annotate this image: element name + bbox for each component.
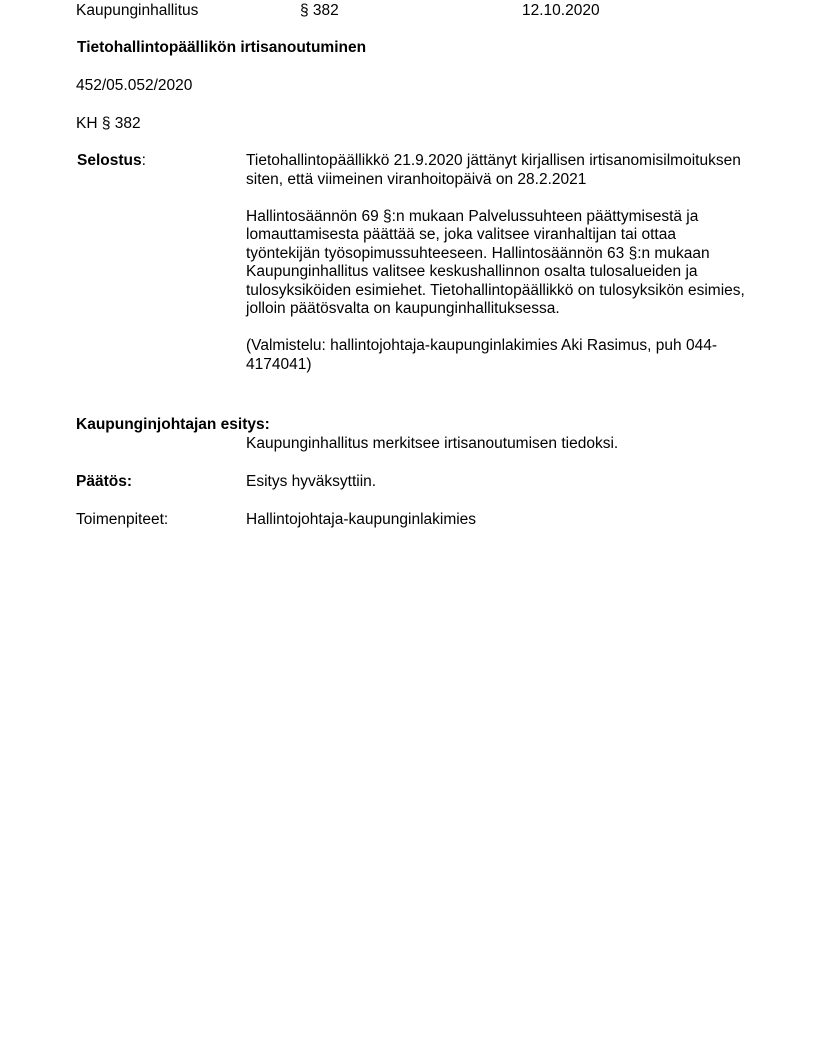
decision-text: Esitys hyväksyttiin. bbox=[246, 473, 377, 490]
selostus-heading bbox=[77, 152, 146, 171]
actions-text: Hallintojohtaja-kaupunginlakimies bbox=[246, 511, 477, 528]
header-date: 12.10.2020 bbox=[522, 2, 600, 19]
selostus-colon: : bbox=[141, 152, 146, 169]
selostus-paragraph: Hallintosäännön 69 §:n mukaan Palvelussuhteen päättymisestä ja lomauttamisesta päättää se, joka valitsee viranhaltijan tai ottaa työntekijän työsopimussuhteeseen. Hallintosäännön 63 §:n mukaan Kaupunginhallitus valitsee keskushallinnon osalta tulosalueiden ja tulosyksiköiden esimiehet. Tietohallintopäällikkö on tulosyksikön esimies, jolloin päätösvalta on kaupunginhallituksessa. bbox=[246, 207, 745, 317]
selostus-body bbox=[246, 152, 746, 374]
selostus-paragraph: (Valmistelu: hallintojohtaja-kaupunginlakimies Aki Rasimus, puh 044-4174041) bbox=[246, 337, 717, 373]
proposal-text: Kaupunginhallitus merkitsee irtisanoutumisen tiedoksi. bbox=[246, 435, 619, 452]
section-reference: KH § 382 bbox=[76, 115, 141, 132]
header-section: § 382 bbox=[300, 2, 339, 19]
header-body-name: Kaupunginhallitus bbox=[76, 2, 199, 19]
diary-number: 452/05.052/2020 bbox=[76, 77, 193, 94]
actions-label: Toimenpiteet: bbox=[76, 511, 169, 528]
decision-label: Päätös: bbox=[76, 473, 132, 490]
proposal-label: Kaupunginjohtajan esitys: bbox=[76, 416, 270, 433]
selostus-paragraph: Tietohallintopäällikkö 21.9.2020 jättänyt kirjallisen irtisanomisilmoituksen siten, että viimeinen viranhoitopäivä on 28.2.2021 bbox=[246, 152, 741, 188]
selostus-label: Selostus bbox=[77, 152, 142, 169]
document-title: Tietohallintopäällikön irtisanoutuminen bbox=[77, 39, 367, 56]
